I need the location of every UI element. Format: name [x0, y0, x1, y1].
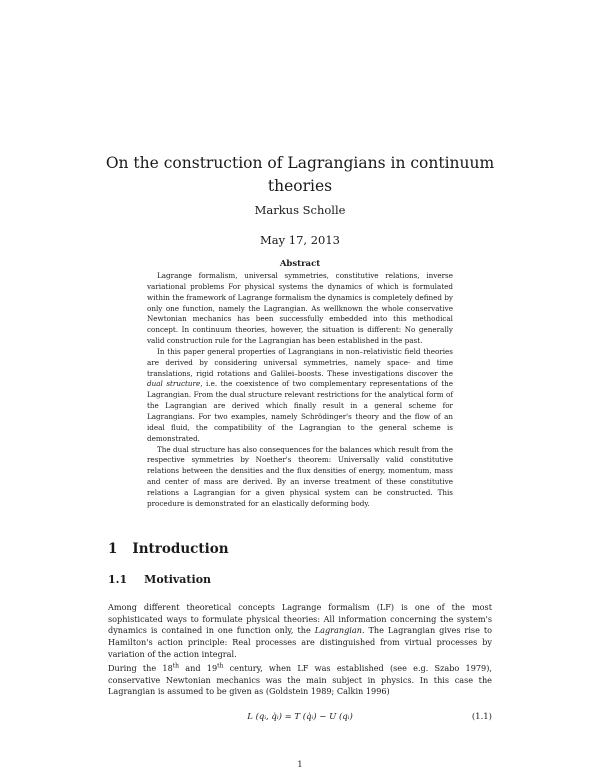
section-number: 1 [108, 541, 118, 557]
equation-row [108, 712, 492, 726]
body-paragraph [108, 663, 492, 698]
body-text: Among different theoretical concepts Lagrange formalism (LF) is one of the most sophisticated ways to formulate physical theories: All information concerning the system's dynamics is contained in one function only, the [108, 602, 492, 636]
superscript: th [172, 662, 180, 670]
body-text: . The Lagrangian gives rise to Hamilton's action principle: Real processes are distinguished from virtual processes by variation of the action integral. [108, 625, 492, 659]
equation: L (qᵢ, q̇ᵢ) = T (q̇ᵢ) − U (qᵢ) [247, 712, 353, 722]
abstract-emphasis: dual structure [147, 379, 201, 389]
body-paragraph [108, 602, 492, 661]
body-text: century, when LF was established (see e.g. Szabo 1979), conservative Newtonian mechanics was the main subject in physics. In this case the Lagrangian is assumed to be given as (Goldstein 1989; Calkin 1996) [108, 663, 492, 697]
body-text: and 19 [179, 663, 218, 673]
superscript: th [217, 662, 224, 670]
body-emphasis: Lagrangian [314, 625, 362, 636]
author-name: Markus Scholle [254, 203, 346, 217]
abstract-heading: Abstract [279, 259, 321, 269]
abstract-paragraph: The dual structure has also consequences for the balances which result from the respective symmetries by Noether's theorem: Universally valid constitutive relations between the densities and the flux densities of energy, momentum, mass and center of mass are derived. By an inverse treatment of these constitutive relations a Lagrangian for a given physical system can be constructed. This procedure is demonstrated for an elastically deforming body. [147, 444, 453, 508]
subsection-heading [108, 573, 211, 586]
abstract-paragraph: Lagrange formalism, universal symmetries, constitutive relations, inverse variational problems For physical systems the dynamics of which is formulated within the framework of Lagrange formalism the dynamics is completely defined by only one function, namely the Lagrangian. As wellknown the whole conservative Newtonian mechanics has been successfully embedded into this methodical concept. In continuum theories, however, the situation is different: No generally valid construction rule for the Lagrangian has been established in the past. [147, 271, 453, 346]
subsection-title: Motivation [144, 573, 212, 586]
abstract-paragraph [147, 347, 453, 445]
publication-date: May 17, 2013 [260, 233, 340, 247]
abstract-text: , i.e. the coexistence of two complementary representations of the Lagrangian. From the dual structure relevant restrictions for the analytical form of the Lagrangian are derived which finally result in a general scheme for Lagrangians. For two examples, namely Schrödinger's theory and the flow of an ideal fluid, the compatibility of the Lagrangian to the general scheme is demonstrated. [147, 379, 453, 443]
subsection-number: 1.1 [108, 573, 128, 586]
section-heading [108, 541, 229, 557]
paper-title: On the construction of Lagrangians in continuum theories [105, 154, 495, 196]
body-text: During the 18 [108, 663, 173, 673]
page-number: 1 [297, 760, 303, 770]
section-title: Introduction [132, 541, 229, 557]
abstract-text: In this paper general properties of Lagrangians in non–relativistic field theories are derived by considering universal symmetries, namely space- and time translations, rigid rotations and Galilei–boosts. These investigations discover the [147, 346, 453, 378]
abstract-body [147, 271, 453, 510]
equation-number: (1.1) [471, 712, 492, 722]
